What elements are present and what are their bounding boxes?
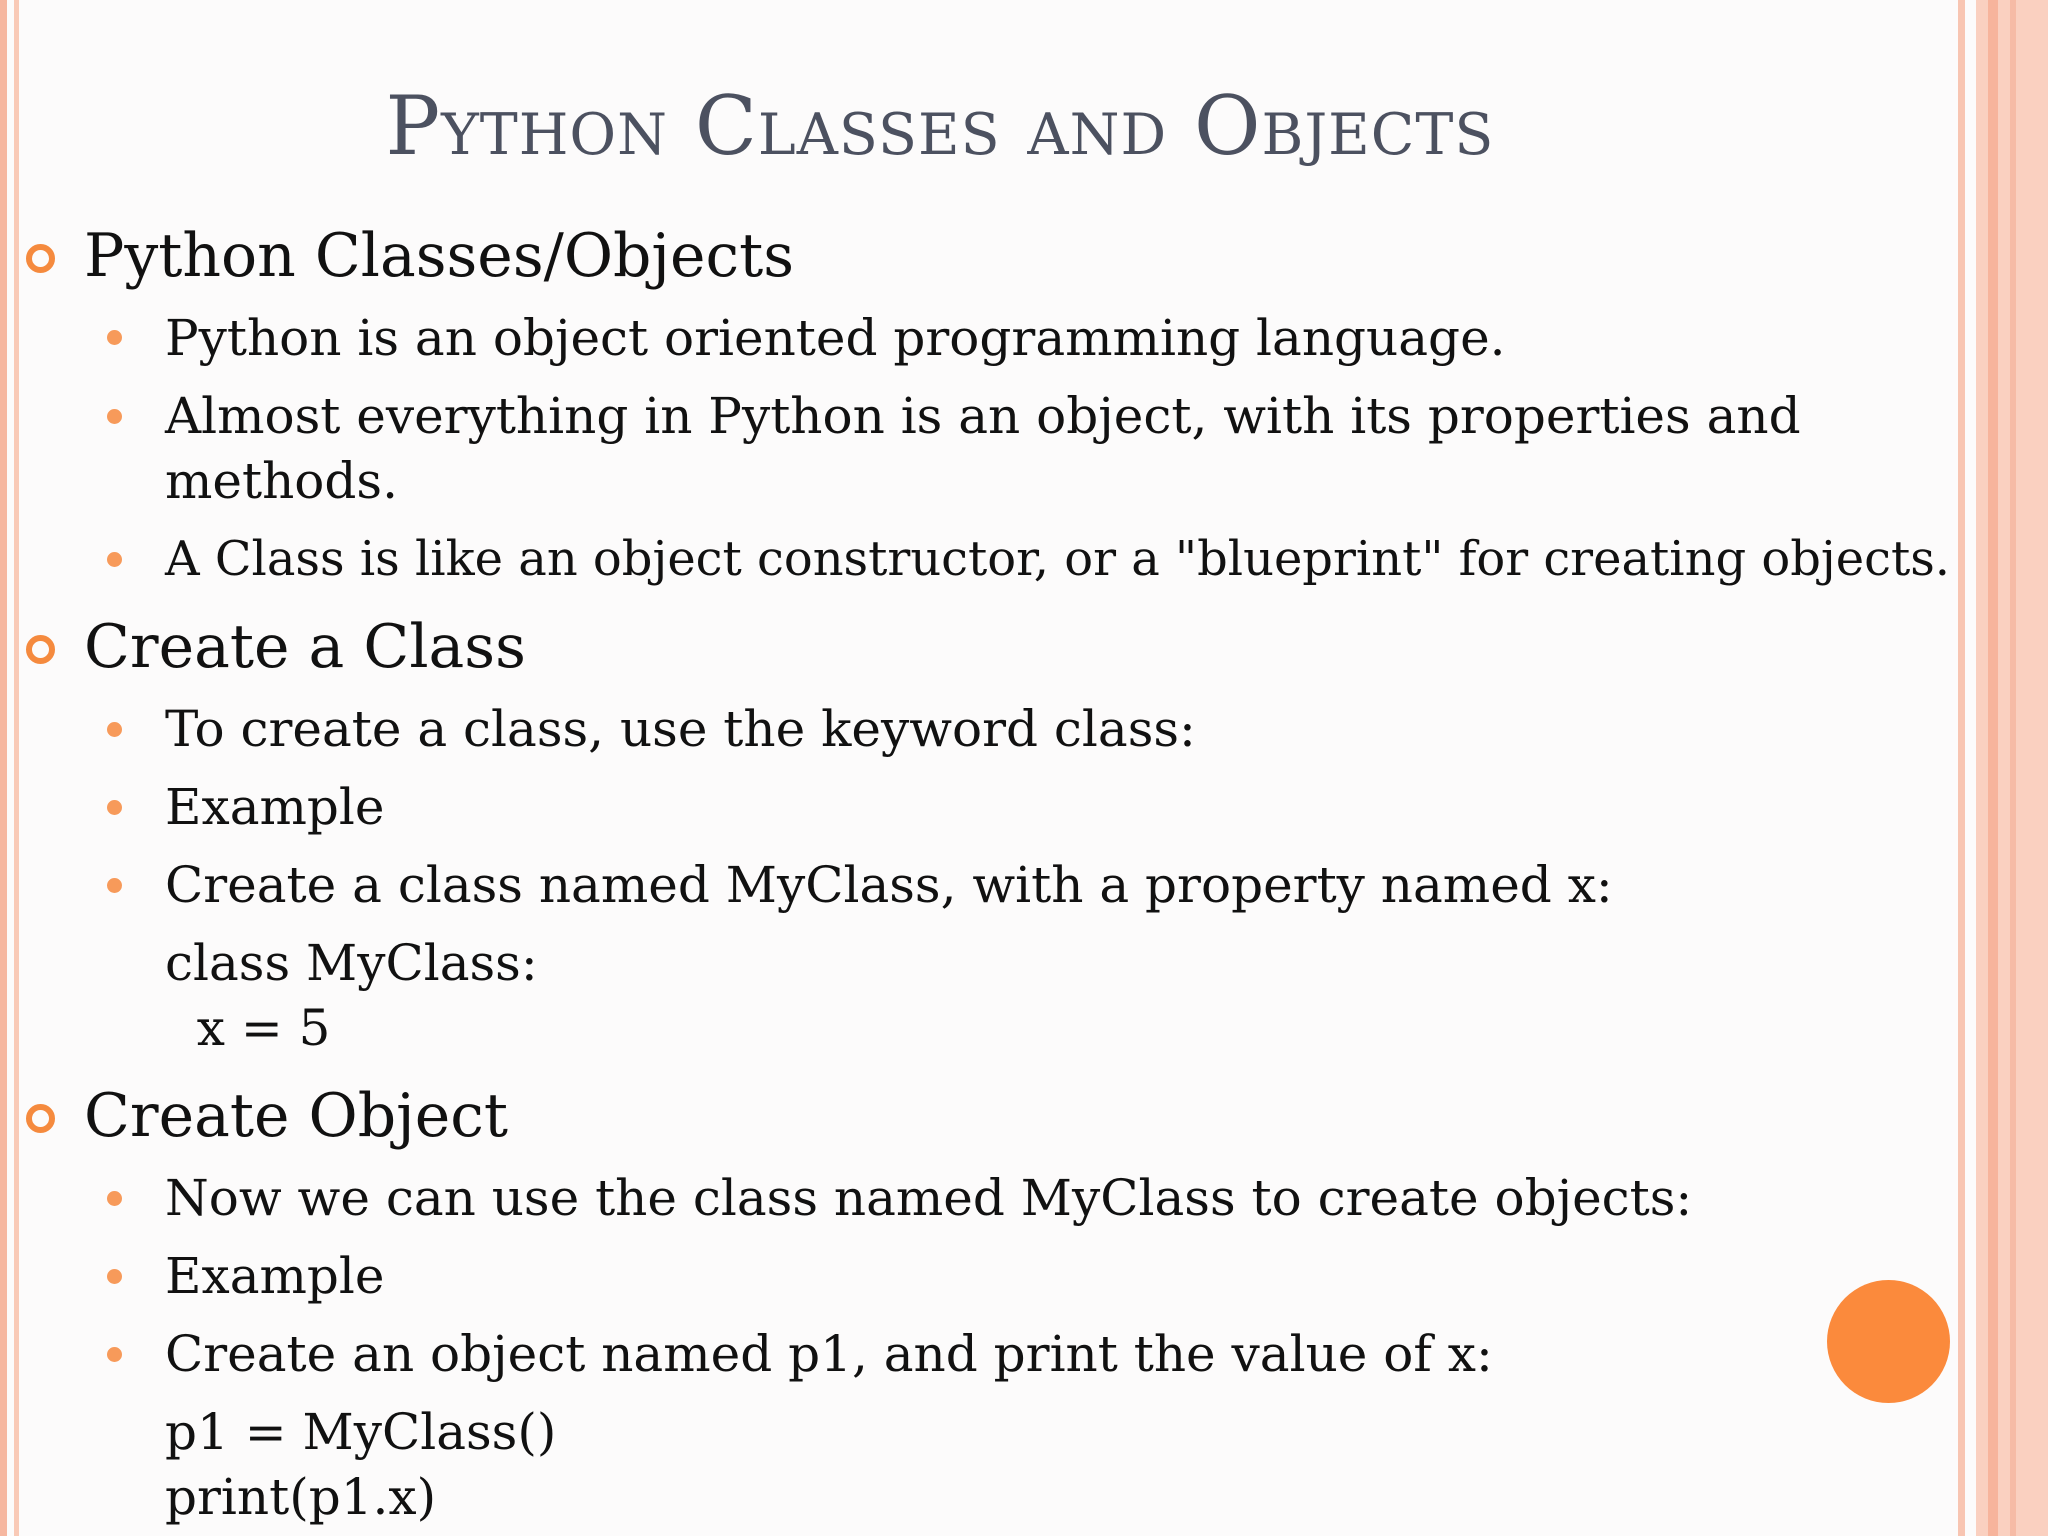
bullet-text: To create a class, use the keyword class: (165, 700, 1196, 758)
dot-bullet-icon (107, 722, 122, 737)
ring-bullet-icon (26, 635, 55, 664)
bullet-text: Almost everything in Python is an object, with its properties and (165, 387, 1801, 445)
dot-bullet-icon (107, 330, 122, 345)
bullet-text: Python is an object oriented programming language. (165, 309, 1506, 367)
section-heading-create-object: Create Object (84, 1081, 508, 1151)
bullet-text: Create an object named p1, and print the value of x: (165, 1325, 1493, 1383)
slide-title: Python Classes and Objects (385, 80, 1495, 174)
decorative-orange-circle (1827, 1280, 1950, 1403)
ring-bullet-icon (26, 244, 55, 273)
bullet-text: A Class is like an object constructor, or a "blueprint" for creating objects. (165, 532, 1951, 587)
dot-bullet-icon (107, 1269, 122, 1284)
code-line: print(p1.x) (165, 1468, 437, 1526)
dot-bullet-icon (107, 800, 122, 815)
bullet-text-continuation: methods. (165, 452, 398, 510)
ring-bullet-icon (26, 1104, 55, 1133)
dot-bullet-icon (107, 878, 122, 893)
right-border-stripe-dark (1988, 0, 1998, 1536)
bullet-text: Example (165, 1247, 385, 1305)
bullet-text: Example (165, 778, 385, 836)
code-line: x = 5 (165, 999, 331, 1057)
dot-bullet-icon (107, 1191, 122, 1206)
right-border-stripe-outer (2010, 0, 2016, 1536)
code-line: class MyClass: (165, 934, 538, 992)
section-heading-classes-objects: Python Classes/Objects (84, 221, 795, 291)
dot-bullet-icon (107, 552, 122, 567)
dot-bullet-icon (107, 409, 122, 424)
dot-bullet-icon (107, 1347, 122, 1362)
bullet-text: Create a class named MyClass, with a property named x: (165, 856, 1613, 914)
section-heading-create-class: Create a Class (84, 612, 526, 682)
bullet-text: Now we can use the class named MyClass to create objects: (165, 1169, 1693, 1227)
code-line: p1 = MyClass() (165, 1403, 557, 1461)
